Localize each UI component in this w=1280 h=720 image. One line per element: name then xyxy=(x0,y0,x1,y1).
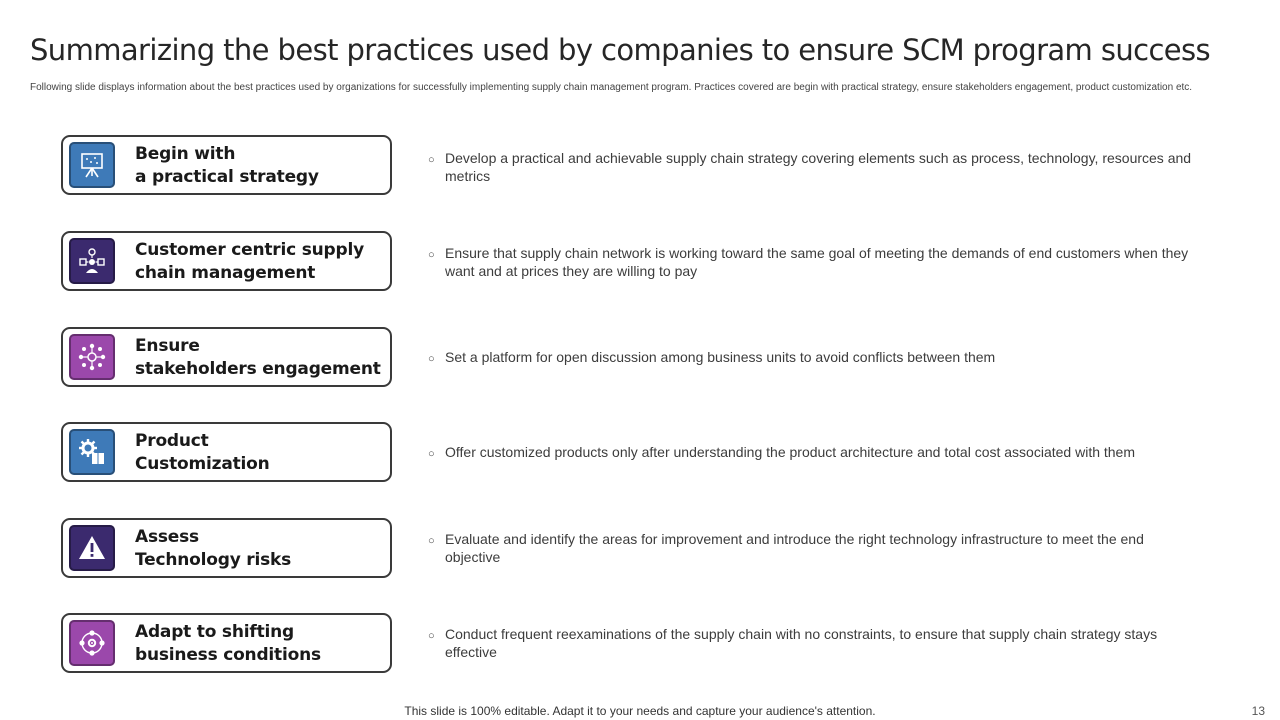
practice-card[interactable] xyxy=(61,613,392,673)
practice-card[interactable] xyxy=(61,231,392,291)
practice-description: ○ Offer customized products only after understanding the product architecture and total cost associated with them xyxy=(428,443,1198,463)
page-number: 13 xyxy=(1251,704,1265,718)
bullet-icon: ○ xyxy=(428,448,435,460)
practice-row xyxy=(0,518,1280,578)
bullet-icon: ○ xyxy=(428,630,435,642)
warning-icon xyxy=(69,525,115,571)
practice-row xyxy=(0,422,1280,482)
practice-row xyxy=(0,613,1280,673)
practice-card[interactable] xyxy=(61,135,392,195)
bullet-icon: ○ xyxy=(428,154,435,166)
slide-subtitle: Following slide displays information about the best practices used by organizations for successfully implementing supply chain management program. Practices covered are begin with practical strategy, ensure stakeholders engagement, product customization etc. xyxy=(30,82,1193,93)
presentation-board-icon xyxy=(69,142,115,188)
practice-description: ○ Develop a practical and achievable supply chain strategy covering elements such as process, technology, resources and metrics xyxy=(428,150,1192,184)
practice-description: ○ Evaluate and identify the areas for improvement and introduce the right technology infrastructure to meet the end objective xyxy=(428,531,1144,565)
practice-title: Product Customization xyxy=(135,431,270,474)
practice-card[interactable] xyxy=(61,518,392,578)
practice-card[interactable] xyxy=(61,422,392,482)
slide-footer: This slide is 100% editable. Adapt it to your needs and capture your audience's attention. xyxy=(404,704,876,718)
bullet-icon: ○ xyxy=(428,249,435,261)
cycle-gear-icon xyxy=(69,620,115,666)
practice-title: Assess Technology risks xyxy=(135,527,292,570)
practice-row xyxy=(0,231,1280,291)
stakeholders-hub-icon xyxy=(69,334,115,380)
bullet-icon: ○ xyxy=(428,535,435,547)
practice-title: Adapt to shifting business conditions xyxy=(135,622,321,665)
practice-title: Customer centric supply chain management xyxy=(135,240,364,283)
practice-title: Ensure stakeholders engagement xyxy=(135,336,381,379)
customer-network-icon xyxy=(69,238,115,284)
practice-description: ○ Ensure that supply chain network is working toward the same goal of meeting the demands of end customers when they want and at prices they are willing to pay xyxy=(428,245,1189,279)
practice-card[interactable] xyxy=(61,327,392,387)
bullet-icon: ○ xyxy=(428,353,435,365)
practice-row xyxy=(0,327,1280,387)
gear-box-icon xyxy=(69,429,115,475)
slide-title: Summarizing the best practices used by companies to ensure SCM program success xyxy=(30,33,1211,67)
practice-title: Begin with a practical strategy xyxy=(135,144,319,187)
practice-row xyxy=(0,135,1280,195)
practice-description: ○ Set a platform for open discussion among business units to avoid conflicts between them xyxy=(428,348,1198,368)
practice-description: ○ Conduct frequent reexaminations of the supply chain with no constraints, to ensure that supply chain strategy stays effective xyxy=(428,626,1158,660)
